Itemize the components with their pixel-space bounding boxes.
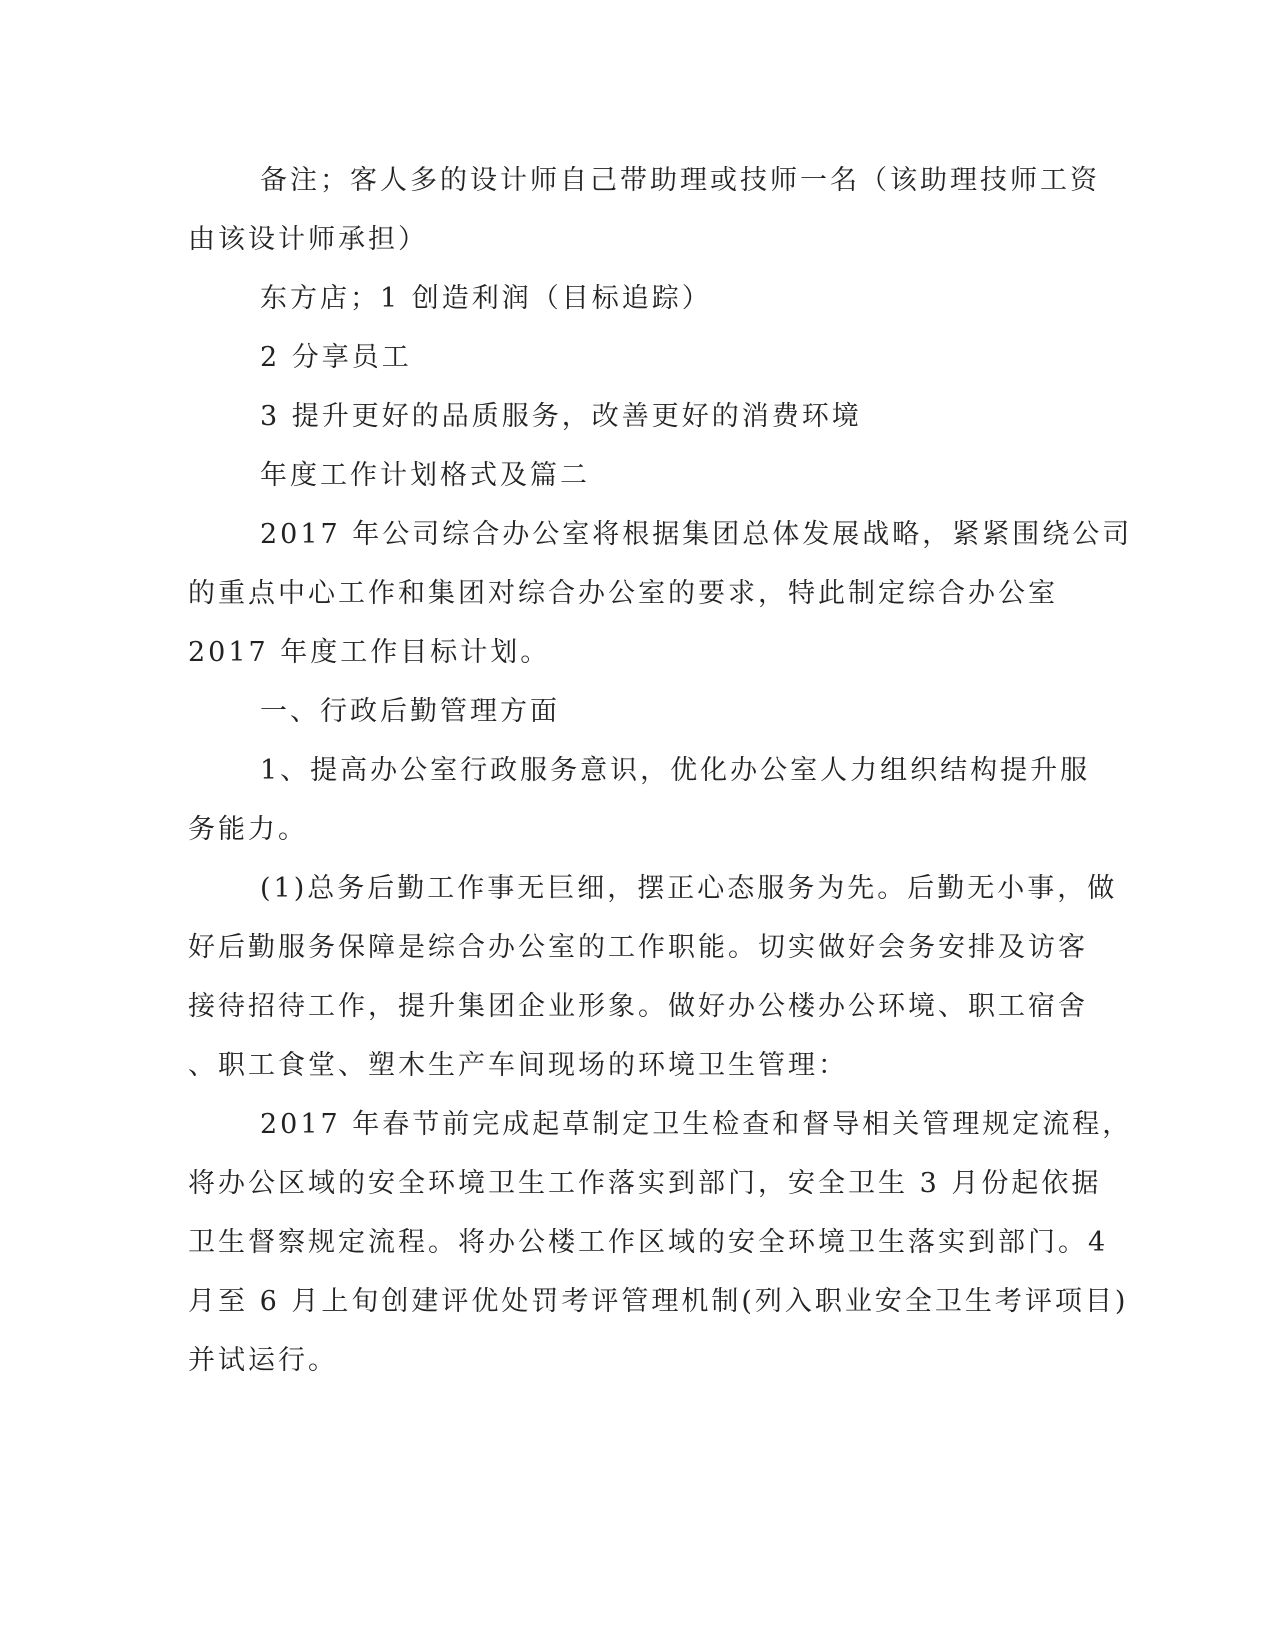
- text-line: 2017 年春节前完成起草制定卫生检查和督导相关管理规定流程，: [260, 1109, 1133, 1140]
- text-line: 月至 6 月上旬创建评优处罚考评管理机制(列入职业安全卫生考评项目): [188, 1286, 1129, 1317]
- text-line: 卫生督察规定流程。将办公楼工作区域的安全环境卫生落实到部门。4: [188, 1227, 1109, 1258]
- text-line: 3 提升更好的品质服务，改善更好的消费环境: [260, 401, 862, 432]
- text-line: 1、提高办公室行政服务意识，优化办公室人力组织结构提升服: [260, 755, 1091, 786]
- text-line: 的重点中心工作和集团对综合办公室的要求，特此制定综合办公室: [188, 578, 1058, 609]
- text-line: 并试运行。: [188, 1345, 338, 1376]
- text-line: 务能力。: [188, 814, 308, 845]
- text-line: 2017 年度工作目标计划。: [188, 637, 551, 668]
- text-line: 由该设计师承担）: [188, 224, 428, 255]
- section-heading: 年度工作计划格式及篇二: [260, 460, 590, 491]
- text-line: 2017 年公司综合办公室将根据集团总体发展战略，紧紧围绕公司: [260, 519, 1133, 550]
- text-line: 2 分享员工: [260, 342, 412, 373]
- text-line: 将办公区域的安全环境卫生工作落实到部门，安全卫生 3 月份起依据: [188, 1168, 1102, 1199]
- text-line: 东方店；1 创造利润（目标追踪）: [260, 283, 712, 314]
- text-line: 接待招待工作，提升集团企业形象。做好办公楼办公环境、职工宿舍: [188, 991, 1088, 1022]
- text-line: 备注；客人多的设计师自己带助理或技师一名（该助理技师工资: [260, 165, 1100, 196]
- text-line: 好后勤服务保障是综合办公室的工作职能。切实做好会务安排及访客: [188, 932, 1088, 963]
- section-heading: 一、行政后勤管理方面: [260, 696, 560, 727]
- text-line: (1)总务后勤工作事无巨细，摆正心态服务为先。后勤无小事，做: [260, 873, 1118, 904]
- text-line: 、职工食堂、塑木生产车间现场的环境卫生管理：: [188, 1050, 848, 1081]
